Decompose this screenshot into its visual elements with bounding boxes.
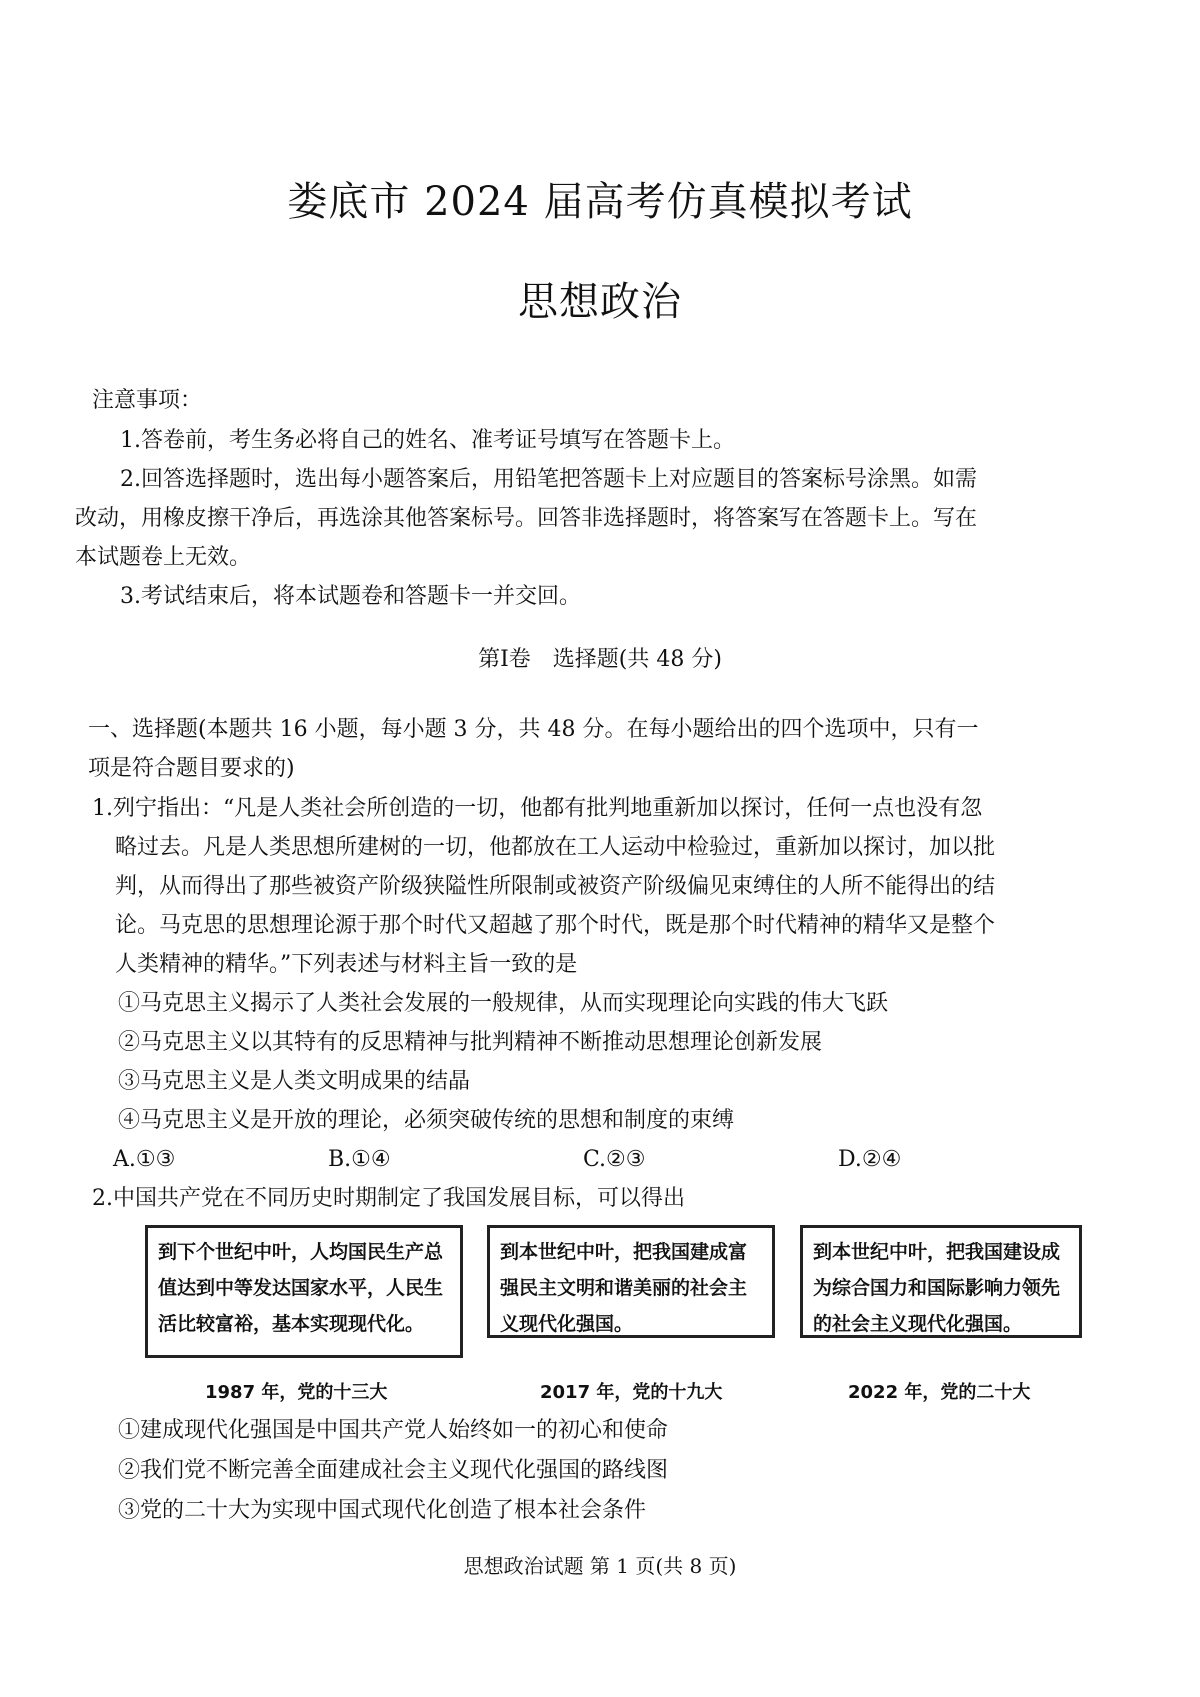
q1-stem-line-3: 判，从而得出了那些被资产阶级狭隘性所限制或被资产阶级偏见束缚住的人所不能得出的结	[115, 874, 996, 899]
q2-caption-1987: 1987 年，党的十三大	[205, 1382, 388, 1403]
q1-stem-line-1: 1.列宁指出：“凡是人类社会所创造的一切，他都有批判地重新加以探讨，任何一点也没有忽	[92, 796, 983, 821]
q1-statement-3: ③马克思主义是人类文明成果的结晶	[118, 1069, 471, 1094]
q2-caption-2017: 2017 年，党的十九大	[540, 1382, 723, 1403]
q1-option-c: C.②③	[583, 1147, 646, 1172]
part1-instructions-line-1: 一、选择题(本题共 16 小题，每小题 3 分，共 48 分。在每小题给出的四个选项中，只有一	[88, 717, 979, 742]
notice-item-1: 1.答卷前，考生务必将自己的姓名、准考证号填写在答题卡上。	[120, 428, 735, 453]
q2-statement-3: ③党的二十大为实现中国式现代化创造了根本社会条件	[118, 1498, 647, 1523]
q1-option-a: A.①③	[113, 1147, 176, 1172]
notice-item-2-line-2: 改动，用橡皮擦干净后，再选涂其他答案标号。回答非选择题时，将答案写在答题卡上。写在	[75, 506, 978, 531]
q1-option-b: B.①④	[328, 1147, 391, 1172]
q2-statement-2: ②我们党不断完善全面建成社会主义现代化强国的路线图	[118, 1458, 669, 1483]
q1-stem-line-2: 略过去。凡是人类思想所建树的一切，他都放在工人运动中检验过，重新加以探讨，加以批	[115, 835, 996, 860]
q2-caption-2022: 2022 年，党的二十大	[848, 1382, 1031, 1403]
q1-statement-4: ④马克思主义是开放的理论，必须突破传统的思想和制度的束缚	[118, 1108, 735, 1133]
q2-statement-1: ①建成现代化强国是中国共产党人始终如一的初心和使命	[118, 1418, 669, 1443]
subject-title: 思想政治	[518, 279, 682, 325]
q2-material-box-2017: 到本世纪中叶，把我国建成富强民主文明和谐美丽的社会主义现代化强国。	[487, 1225, 775, 1338]
exam-title: 娄底市 2024 届高考仿真模拟考试	[287, 179, 913, 225]
q2-stem: 2.中国共产党在不同历史时期制定了我国发展目标，可以得出	[92, 1186, 685, 1211]
notice-item-3: 3.考试结束后，将本试题卷和答题卡一并交回。	[120, 584, 581, 609]
q2-material-box-1987: 到下个世纪中叶，人均国民生产总值达到中等发达国家水平，人民生活比较富裕，基本实现现代化。	[145, 1225, 463, 1358]
q1-statement-1: ①马克思主义揭示了人类社会发展的一般规律，从而实现理论向实践的伟大飞跃	[118, 991, 889, 1016]
q1-statement-2: ②马克思主义以其特有的反思精神与批判精神不断推动思想理论创新发展	[118, 1030, 823, 1055]
q2-material-box-2022: 到本世纪中叶，把我国建设成为综合国力和国际影响力领先的社会主义现代化强国。	[800, 1225, 1082, 1338]
section-title: 第Ⅰ卷 选择题(共 48 分)	[478, 647, 722, 672]
q1-stem-line-4: 论。马克思的思想理论源于那个时代又超越了那个时代，既是那个时代精神的精华又是整个	[115, 913, 996, 938]
notice-item-2-line-1: 2.回答选择题时，选出每小题答案后，用铅笔把答题卡上对应题目的答案标号涂黑。如需	[120, 467, 977, 492]
part1-instructions-line-2: 项是符合题目要求的)	[88, 756, 295, 781]
page-footer: 思想政治试题 第 1 页(共 8 页)	[463, 1554, 737, 1578]
q1-stem-line-5: 人类精神的精华。”下列表述与材料主旨一致的是	[115, 952, 578, 977]
notice-item-2-line-3: 本试题卷上无效。	[75, 545, 252, 570]
notice-heading: 注意事项：	[92, 388, 203, 413]
q1-option-d: D.②④	[838, 1147, 902, 1172]
